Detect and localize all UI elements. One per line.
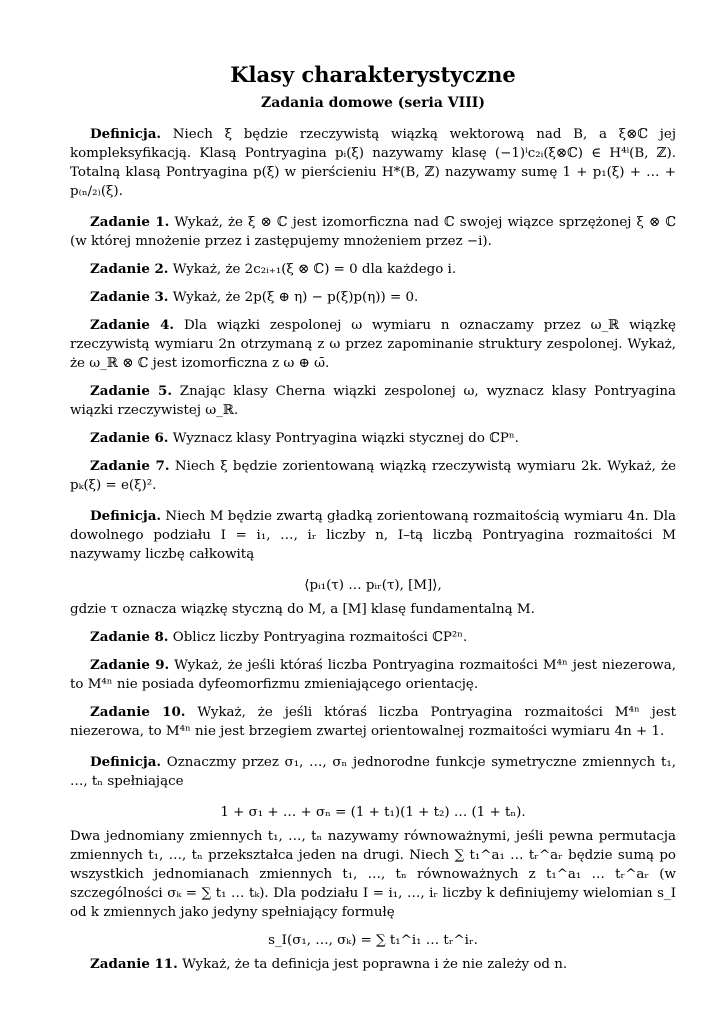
item-text: Niech ξ będzie rzeczywistą wiązką wektorową nad B, a ξ⊗ℂ jej kompleksyfikacją. Klasą Pontryagina pᵢ(ξ) nazywamy klasę (−1)ⁱc₂ᵢ(ξ⊗ℂ) ∈ H⁴ⁱ(B, ℤ). Totalną klasą Pontryagina p(ξ) w pierścieniu H*(B, ℤ) nazywamy sumę 1 + p₁(ξ) + … + p₍ₙ/₂₎(ξ).	[70, 127, 676, 199]
problem-item	[70, 213, 676, 251]
problem-item	[70, 260, 676, 279]
item-text: Niech M będzie zwartą gładką zorientowaną rozmaitością wymiaru 4n. Dla dowolnego podziału I = i₁, …, iᵣ liczby n, I–tą liczbą Pontryagina rozmaitości M nazywamy liczbę całkowitą	[70, 509, 676, 562]
problem-item	[70, 288, 676, 307]
problem-item	[70, 628, 676, 647]
problem-item	[70, 656, 676, 694]
problem-item	[70, 382, 676, 420]
item-label: Zadanie 10.	[90, 704, 186, 720]
definition-item	[70, 507, 676, 564]
item-label: Zadanie 8.	[90, 629, 169, 645]
item-text: Wyznacz klasy Pontryagina wiązki stycznej do ℂPⁿ.	[172, 431, 519, 446]
problem-list	[70, 125, 676, 974]
item-label: Zadanie 2.	[90, 261, 169, 277]
item-text: Wykaż, że 2c₂ᵢ₊₁(ξ ⊗ ℂ) = 0 dla każdego i.	[172, 262, 457, 277]
problem-item	[70, 429, 676, 448]
page-title: Klasy charakterystyczne	[230, 62, 516, 87]
item-text: Wykaż, że ta definicja jest poprawna i że nie zależy od n.	[182, 957, 568, 972]
item-text: Znając klasy Cherna wiązki zespolonej ω, wyznacz klasy Pontryagina wiązki rzeczywistej ω_ℝ.	[70, 384, 676, 418]
item-label: Zadanie 3.	[90, 289, 169, 305]
item-text: Dla wiązki zespolonej ω wymiaru n oznaczamy przez ω_ℝ wiązkę rzeczywistą wymiaru 2n otrzymaną z ω przez zapominanie struktury zespolonej. Wykaż, że ω_ℝ ⊗ ℂ jest izomorficzna z ω ⊕ ω̄.	[70, 318, 676, 371]
item-label: Zadanie 5.	[90, 383, 172, 399]
item-text: Wykaż, że jeśli któraś liczba Pontryagina rozmaitości M⁴ⁿ jest niezerowa, to M⁴ⁿ nie jest brzegiem zwartej orientowalnej rozmaitości wymiaru 4n + 1.	[70, 705, 676, 739]
item-text: Wykaż, że 2p(ξ ⊕ η) − p(ξ)p(η)) = 0.	[172, 290, 419, 305]
page-subtitle: Zadania domowe (seria VIII)	[261, 95, 485, 111]
problem-item	[70, 955, 676, 974]
definition-item	[70, 125, 676, 201]
problem-item	[70, 316, 676, 373]
item-text: Wykaż, że jeśli któraś liczba Pontryagina rozmaitości M⁴ⁿ jest niezerowa, to M⁴ⁿ nie posiada dyfeomorfizmu zmieniającego orientację.	[70, 658, 676, 692]
item-text: Oblicz liczby Pontryagina rozmaitości ℂP²ⁿ.	[172, 630, 468, 645]
problem-item	[70, 703, 676, 741]
item-label: Zadanie 7.	[90, 458, 170, 474]
item-label: Zadanie 1.	[90, 214, 170, 230]
item-text: Niech ξ będzie zorientowaną wiązką rzeczywistą wymiaru 2k. Wykaż, że pₖ(ξ) = e(ξ)².	[70, 459, 676, 493]
item-label: Definicja.	[90, 754, 162, 770]
item-text: Oznaczmy przez σ₁, …, σₙ jednorodne funkcje symetryczne zmiennych t₁, …, tₙ spełniające	[70, 755, 677, 789]
item-label: Definicja.	[90, 508, 162, 524]
item-label: Zadanie 11.	[90, 956, 178, 972]
document-page	[70, 62, 676, 983]
item-label: Zadanie 9.	[90, 657, 170, 673]
continuation-text: gdzie τ oznacza wiązkę styczną do M, a [M] klasę fundamentalną M.	[70, 602, 535, 617]
display-formula: 1 + σ₁ + … + σₙ = (1 + t₁)(1 + t₂) … (1 + tₙ).	[220, 805, 526, 820]
item-label: Zadanie 4.	[90, 317, 175, 333]
display-formula: s_I(σ₁, …, σₖ) = ∑ t₁^i₁ … tᵣ^iᵣ.	[268, 933, 478, 948]
item-text: Wykaż, że ξ ⊗ ℂ jest izomorficzna nad ℂ swojej wiązce sprzężonej ξ ⊗ ℂ (w której mnożenie przez i zastępujemy mnożeniem przez −i).	[70, 215, 677, 249]
definition-item	[70, 753, 676, 791]
problem-item	[70, 457, 676, 495]
display-formula: ⟨pᵢ₁(τ) … pᵢᵣ(τ), [M]⟩,	[304, 578, 442, 593]
item-label: Definicja.	[90, 126, 162, 142]
item-label: Zadanie 6.	[90, 430, 169, 446]
continuation-text: Dwa jednomiany zmiennych t₁, …, tₙ nazywamy równoważnymi, jeśli pewna permutacja zmiennych t₁, …, tₙ przekształca jeden na drugi. Niech ∑ t₁^a₁ … tᵣ^aᵣ będzie sumą po wszystkich jednomianach zmiennych t₁, …, tₙ równoważnych z t₁^a₁ … tᵣ^aᵣ (w szczególności σₖ = ∑ t₁ … tₖ). Dla podziału I = i₁, …, iᵣ liczby k definiujemy wielomian s_I od k zmiennych jako jedyny spełniający formułę	[70, 829, 676, 920]
